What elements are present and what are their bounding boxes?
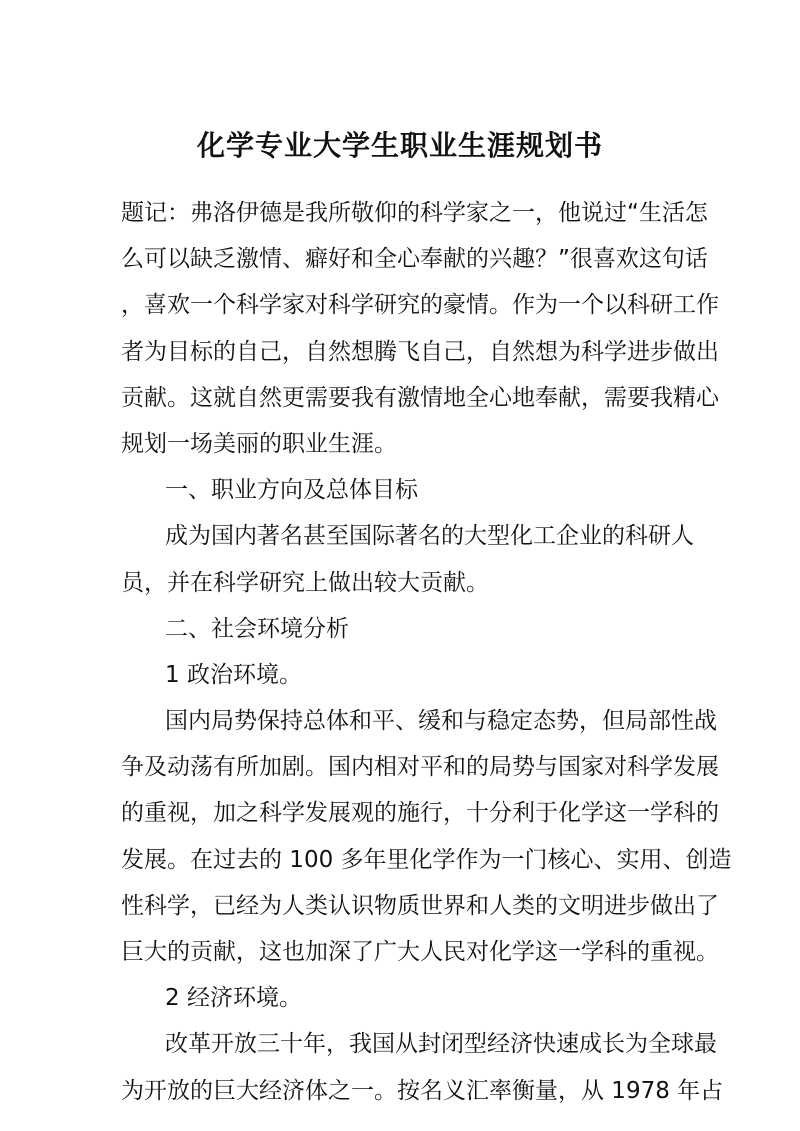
subsection-heading-political: 1 政治环境。 (165, 661, 302, 688)
body-line: 的重视，加之科学发展观的施行，十分利于化学这一学科的 (121, 800, 719, 827)
document-title: 化学专业大学生职业生涯规划书 (196, 129, 603, 162)
body-line: 性科学，已经为人类认识物质世界和人类的文明进步做出了 (121, 892, 719, 919)
body-line: 发展。在过去的 100 多年里化学作为一门核心、实用、创造 (121, 846, 732, 873)
body-line: 改革开放三十年，我国从封闭型经济快速成长为全球最 (165, 1031, 717, 1058)
body-line: 题记：弗洛伊德是我所敬仰的科学家之一，他说过“生活怎 (121, 200, 708, 226)
body-line: 为开放的巨大经济体之一。按名义汇率衡量，从 1978 年占 (121, 1077, 724, 1104)
section-heading-career-goal: 一、职业方向及总体目标 (165, 477, 418, 504)
body-line: 员，并在科学研究上做出较大贡献。 (121, 569, 489, 596)
body-line: ，喜欢一个科学家对科学研究的豪情。作为一个以科研工作 (121, 292, 719, 319)
body-line: 规划一场美丽的职业生涯。 (121, 430, 397, 457)
section-heading-social-environment: 二、社会环境分析 (165, 615, 349, 642)
body-line: 国内局势保持总体和平、缓和与稳定态势，但局部性战 (165, 708, 717, 735)
body-line: 贡献。这就自然更需要我有激情地全心地奉献，需要我精心 (121, 384, 719, 411)
body-line: 巨大的贡献，这也加深了广大人民对化学这一学科的重视。 (121, 939, 719, 965)
document-body (121, 190, 732, 1114)
body-line: 争及动荡有所加剧。国内相对平和的局势与国家对科学发展 (121, 754, 719, 781)
subsection-heading-economic: 2 经济环境。 (165, 985, 302, 1012)
body-line: 成为国内著名甚至国际著名的大型化工企业的科研人 (165, 523, 694, 550)
body-line: 么可以缺乏激情、癖好和全心奉献的兴趣？”很喜欢这句话 (121, 246, 708, 273)
body-line: 者为目标的自己，自然想腾飞自己，自然想为科学进步做出 (121, 338, 719, 365)
